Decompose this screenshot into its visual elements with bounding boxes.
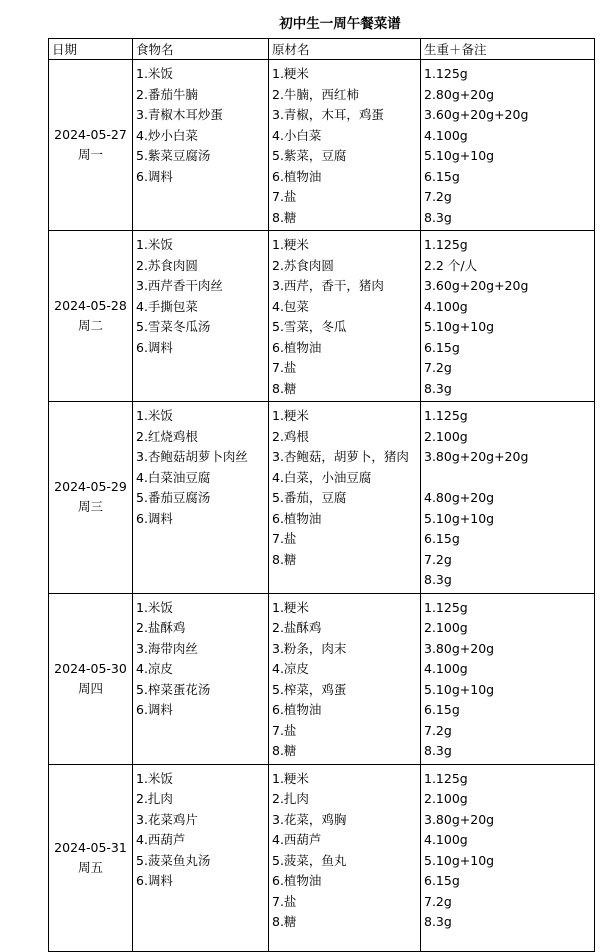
food-item: 1.米饭 bbox=[136, 237, 173, 252]
weight-cell bbox=[421, 593, 595, 764]
food-item: 4.西葫芦 bbox=[136, 832, 186, 847]
weight-item: 3.60g+20g+20g bbox=[424, 107, 529, 122]
date-text: 2024-05-30 bbox=[54, 660, 127, 676]
food-cell bbox=[133, 764, 269, 951]
weight-item: 5.10g+10g bbox=[424, 852, 495, 868]
materials-cell bbox=[269, 764, 421, 951]
date-cell bbox=[49, 593, 133, 764]
material-item: 7.盐 bbox=[272, 722, 297, 738]
header-row bbox=[49, 39, 595, 60]
date-text: 2024-05-31 bbox=[54, 839, 127, 855]
material-item: 8.糖 bbox=[272, 380, 297, 396]
food-item: 6.调料 bbox=[136, 168, 173, 184]
weight-item: 1.125g bbox=[424, 770, 468, 786]
material-item: 5.番茄，豆腐 bbox=[272, 490, 347, 505]
weekday-text: 周三 bbox=[77, 499, 103, 515]
material-item: 6.植物油 bbox=[272, 702, 322, 717]
material-item: 7.盐 bbox=[272, 360, 297, 375]
food-item: 4.白菜油豆腐 bbox=[136, 469, 211, 485]
weight-item: 3.80g+20g bbox=[424, 640, 495, 656]
material-item: 1.粳米 bbox=[272, 770, 309, 786]
materials-cell bbox=[269, 593, 421, 764]
material-item: 2.扎肉 bbox=[272, 791, 309, 806]
weekday-text: 周二 bbox=[77, 318, 103, 333]
weight-item: 2.80g+20g bbox=[424, 86, 495, 102]
weight-item: 3.60g+20g+20g bbox=[424, 278, 529, 293]
weight-item: 6.15g bbox=[424, 531, 460, 546]
food-item: 1.米饭 bbox=[136, 66, 173, 81]
food-item: 3.花菜鸡片 bbox=[136, 811, 198, 827]
food-item: 4.手撕包菜 bbox=[136, 298, 198, 314]
food-cell bbox=[133, 231, 269, 402]
food-item: 5.雪菜冬瓜汤 bbox=[136, 319, 211, 334]
weight-item: 2.2 个/人 bbox=[424, 257, 478, 273]
menu-table bbox=[48, 38, 595, 952]
food-item: 6.调料 bbox=[136, 339, 173, 355]
material-item: 4.小白菜 bbox=[272, 127, 322, 143]
material-item: 3.花菜，鸡胸 bbox=[272, 811, 347, 827]
food-item: 4.炒小白菜 bbox=[136, 127, 198, 143]
weight-item: 3.80g+20g+20g bbox=[424, 449, 529, 464]
weight-item: 8.3g bbox=[424, 209, 452, 225]
weight-item: 6.15g bbox=[424, 873, 460, 888]
weight-item: 8.3g bbox=[424, 743, 452, 758]
day-row bbox=[49, 402, 595, 594]
weight-cell bbox=[421, 231, 595, 402]
weekday-text: 周一 bbox=[77, 147, 103, 162]
date-text: 2024-05-28 bbox=[54, 298, 127, 313]
weight-item: 1.125g bbox=[424, 237, 468, 252]
material-item: 2.牛腩，西红柿 bbox=[272, 86, 359, 102]
food-cell bbox=[133, 593, 269, 764]
material-item: 3.青椒，木耳，鸡蛋 bbox=[272, 107, 384, 122]
material-item: 4.西葫芦 bbox=[272, 832, 322, 847]
food-item: 3.杏鲍菇胡萝卜肉丝 bbox=[136, 449, 248, 464]
material-item: 7.盐 bbox=[272, 189, 297, 204]
weight-item: 4.100g bbox=[424, 832, 468, 847]
material-item: 4.凉皮 bbox=[272, 661, 309, 676]
material-item: 3.西芹，香干，猪肉 bbox=[272, 278, 384, 293]
material-item: 1.粳米 bbox=[272, 599, 309, 615]
weight-cell bbox=[421, 764, 595, 951]
food-item: 2.扎肉 bbox=[136, 791, 173, 806]
material-item: 5.紫菜，豆腐 bbox=[272, 148, 347, 163]
date-text: 2024-05-27 bbox=[54, 127, 127, 142]
header-materials: 原材名 bbox=[269, 39, 421, 60]
date-cell bbox=[49, 402, 133, 594]
material-item: 5.菠菜，鱼丸 bbox=[272, 852, 347, 868]
header-date: 日期 bbox=[49, 39, 133, 60]
material-item: 7.盐 bbox=[272, 531, 297, 546]
food-item: 2.盐酥鸡 bbox=[136, 620, 186, 635]
weight-cell bbox=[421, 402, 595, 594]
weight-item: 6.15g bbox=[424, 168, 460, 184]
material-item: 2.盐酥鸡 bbox=[272, 620, 322, 635]
material-item: 8.糖 bbox=[272, 551, 297, 567]
material-item: 3.粉条，肉末 bbox=[272, 640, 347, 656]
weight-item: 3.80g+20g bbox=[424, 811, 495, 827]
food-cell bbox=[133, 402, 269, 594]
food-item: 5.番茄豆腐汤 bbox=[136, 490, 211, 505]
weight-item: 4.100g bbox=[424, 127, 468, 143]
food-item: 2.红烧鸡根 bbox=[136, 428, 198, 444]
weight-item: 6.15g bbox=[424, 339, 460, 355]
materials-cell bbox=[269, 402, 421, 594]
weight-item: 7.2g bbox=[424, 893, 452, 909]
food-item: 3.青椒木耳炒蛋 bbox=[136, 107, 223, 122]
food-item: 3.西芹香干肉丝 bbox=[136, 278, 223, 293]
day-row bbox=[49, 593, 595, 764]
weight-item: 1.125g bbox=[424, 408, 468, 423]
food-item: 5.紫菜豆腐汤 bbox=[136, 148, 211, 163]
date-cell bbox=[49, 764, 133, 951]
material-item: 6.植物油 bbox=[272, 873, 322, 888]
weight-item: 7.2g bbox=[424, 551, 452, 567]
weight-item: 4.100g bbox=[424, 298, 468, 314]
material-item: 5.榨菜，鸡蛋 bbox=[272, 681, 347, 697]
header-weight: 生重＋备注 bbox=[421, 39, 595, 60]
weight-item: 5.10g+10g bbox=[424, 510, 495, 526]
weight-item: 2.100g bbox=[424, 791, 468, 806]
food-item: 5.菠菜鱼丸汤 bbox=[136, 852, 211, 868]
material-item: 3.杏鲍菇，胡萝卜，猪肉 bbox=[272, 449, 409, 464]
material-item: 2.鸡根 bbox=[272, 428, 309, 444]
material-item: 6.植物油 bbox=[272, 339, 322, 355]
materials-cell bbox=[269, 231, 421, 402]
material-item: 4.包菜 bbox=[272, 298, 309, 314]
date-cell bbox=[49, 60, 133, 231]
day-row bbox=[49, 231, 595, 402]
material-item: 8.糖 bbox=[272, 914, 297, 929]
weight-item: 4.80g+20g bbox=[424, 490, 495, 505]
material-item: 1.粳米 bbox=[272, 408, 309, 423]
weight-item: 8.3g bbox=[424, 380, 452, 396]
material-item: 1.粳米 bbox=[272, 237, 309, 252]
food-item: 6.调料 bbox=[136, 873, 173, 888]
material-item: 7.盐 bbox=[272, 893, 297, 909]
weight-item: 4.100g bbox=[424, 661, 468, 676]
day-row bbox=[49, 764, 595, 951]
menu-body bbox=[49, 60, 595, 952]
date-text: 2024-05-29 bbox=[54, 479, 127, 495]
weight-item: 8.3g bbox=[424, 572, 452, 587]
material-item: 6.植物油 bbox=[272, 168, 322, 184]
food-item: 2.苏食肉圆 bbox=[136, 257, 198, 273]
weekday-text: 周四 bbox=[77, 680, 103, 696]
weight-cell bbox=[421, 60, 595, 231]
food-item: 4.凉皮 bbox=[136, 661, 173, 676]
date-cell bbox=[49, 231, 133, 402]
day-row bbox=[49, 60, 595, 231]
weight-item bbox=[424, 468, 594, 489]
materials-cell bbox=[269, 60, 421, 231]
header-food: 食物名 bbox=[133, 39, 269, 60]
weight-item: 6.15g bbox=[424, 702, 460, 717]
weight-item: 7.2g bbox=[424, 189, 452, 204]
food-item: 3.海带肉丝 bbox=[136, 640, 198, 656]
weight-item: 2.100g bbox=[424, 620, 468, 635]
material-item: 8.糖 bbox=[272, 743, 297, 758]
food-item: 1.米饭 bbox=[136, 599, 173, 615]
weight-item: 5.10g+10g bbox=[424, 681, 495, 697]
food-item: 5.榨菜蛋花汤 bbox=[136, 681, 211, 697]
weight-item: 8.3g bbox=[424, 914, 452, 929]
weight-item: 7.2g bbox=[424, 360, 452, 375]
material-item: 2.苏食肉圆 bbox=[272, 257, 334, 273]
weekday-text: 周五 bbox=[77, 859, 103, 875]
food-item: 6.调料 bbox=[136, 702, 173, 717]
weight-item: 5.10g+10g bbox=[424, 148, 495, 163]
weight-item: 1.125g bbox=[424, 599, 468, 615]
food-item: 6.调料 bbox=[136, 510, 173, 526]
material-item: 6.植物油 bbox=[272, 510, 322, 526]
weight-item: 7.2g bbox=[424, 722, 452, 738]
page-title: 初中生一周午餐菜谱 bbox=[279, 16, 401, 32]
material-item: 4.白菜，小油豆腐 bbox=[272, 469, 372, 485]
material-item: 1.粳米 bbox=[272, 66, 309, 81]
food-item: 2.番茄牛腩 bbox=[136, 86, 198, 102]
weight-item: 2.100g bbox=[424, 428, 468, 444]
food-item: 1.米饭 bbox=[136, 770, 173, 786]
material-item: 5.雪菜，冬瓜 bbox=[272, 319, 347, 334]
weight-item: 1.125g bbox=[424, 66, 468, 81]
food-cell bbox=[133, 60, 269, 231]
material-item: 8.糖 bbox=[272, 209, 297, 225]
food-item: 1.米饭 bbox=[136, 408, 173, 423]
weight-item: 5.10g+10g bbox=[424, 319, 495, 334]
